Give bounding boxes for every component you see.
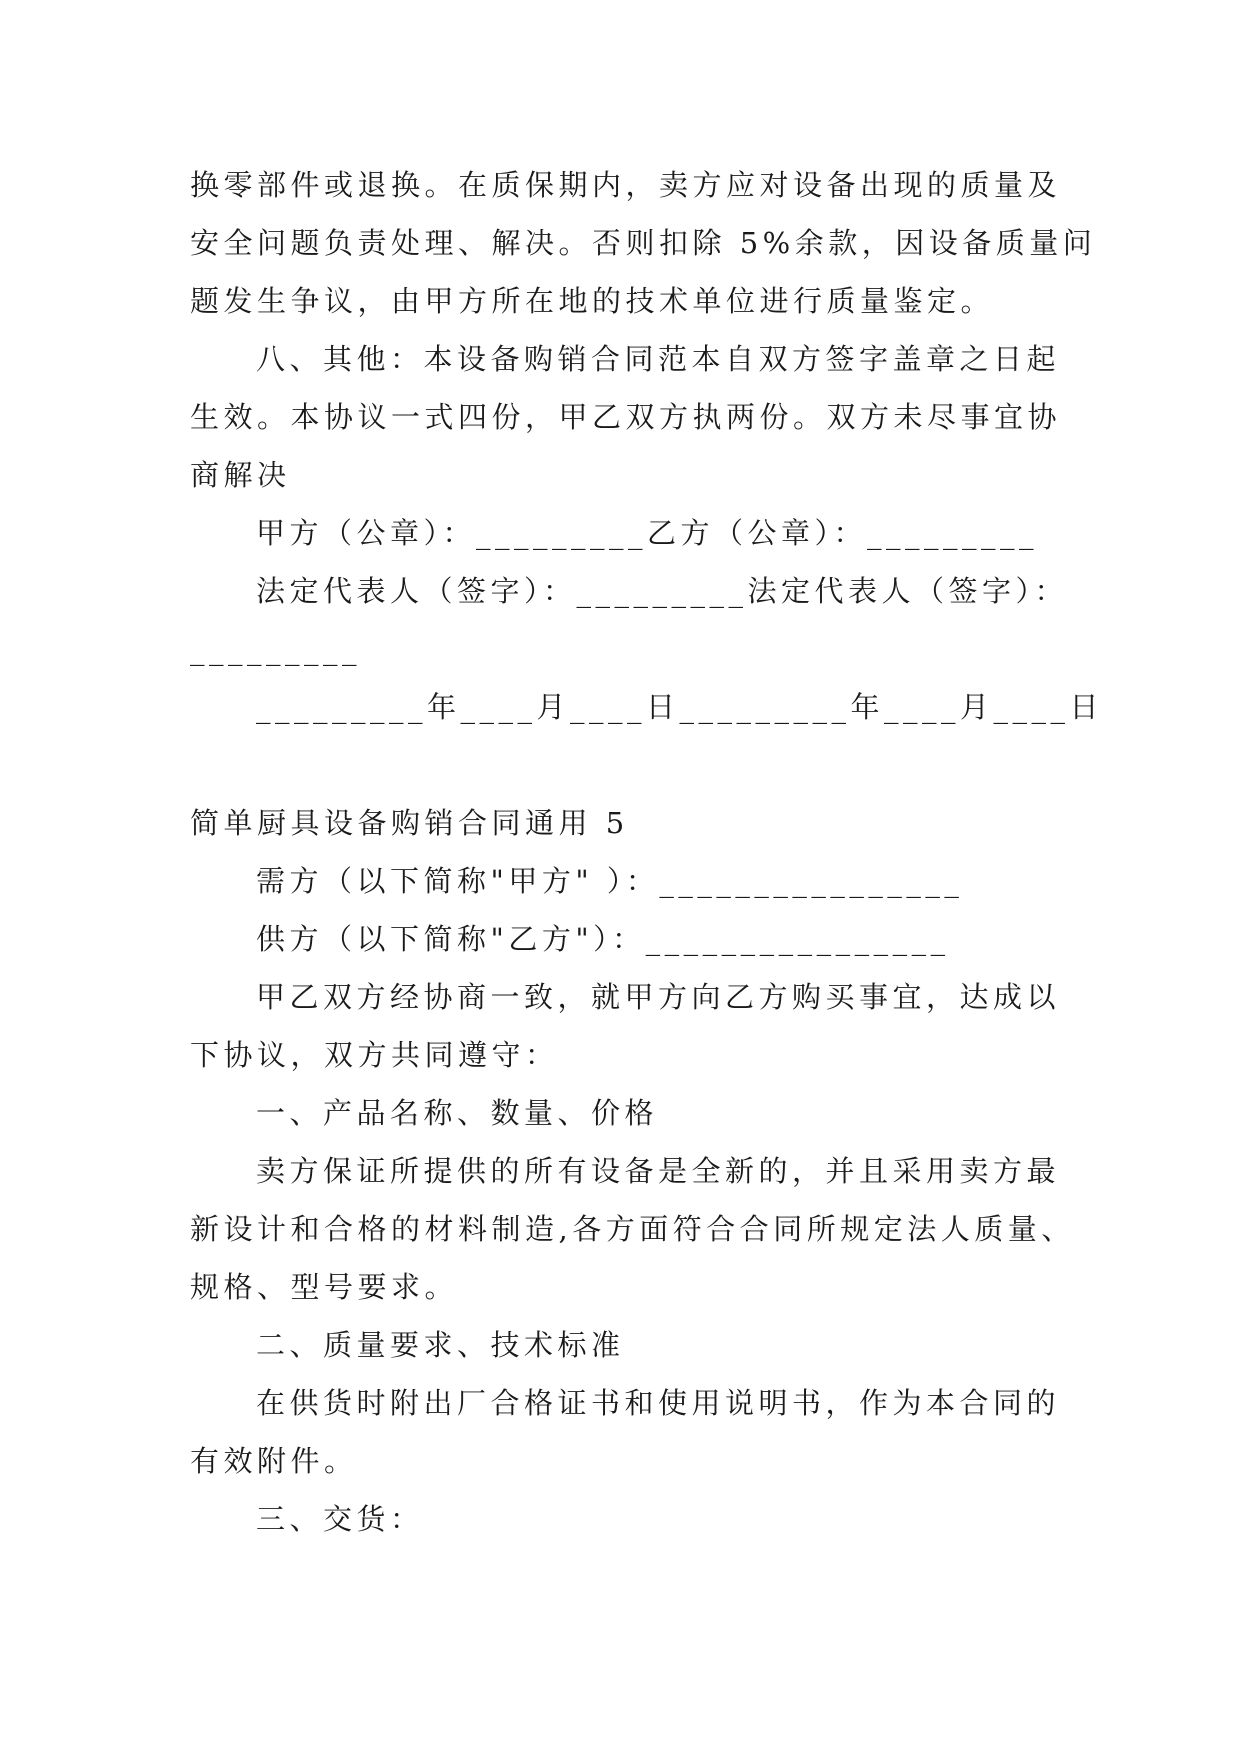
- paragraph-line: 规格、型号要求。: [190, 1270, 459, 1304]
- seal-line: 甲方（公章）：_________乙方（公章）：_________: [256, 516, 1039, 550]
- paragraph-line: 在供货时附出厂合格证书和使用说明书，作为本合同的: [256, 1386, 1061, 1420]
- paragraph-line: 换零部件或退换。在质保期内，卖方应对设备出现的质量及: [190, 168, 1062, 202]
- paragraph-line: 新设计和合格的材料制造,各方面符合合同所规定法人质量、: [190, 1212, 1075, 1246]
- section-title: 简单厨具设备购销合同通用 5: [190, 806, 629, 840]
- paragraph-line: 题发生争议，由甲方所在地的技术单位进行质量鉴定。: [190, 284, 995, 318]
- paragraph-line: 商解决: [190, 458, 291, 492]
- buyer-line: 需方（以下简称"甲方" ）：________________: [256, 864, 964, 898]
- signature-line: 法定代表人（签字）：_________法定代表人（签字）：: [256, 574, 1069, 608]
- paragraph-line: 下协议，双方共同遵守：: [190, 1038, 559, 1072]
- signature-blank: _________: [190, 632, 361, 666]
- paragraph-line: 甲乙双方经协商一致，就甲方向乙方购买事宜，达成以: [256, 980, 1061, 1014]
- paragraph-line: 生效。本协议一式四份，甲乙双方执两份。双方未尽事宜协: [190, 400, 1062, 434]
- paragraph-line: 安全问题负责处理、解决。否则扣除 5%余款，因设备质量问: [190, 226, 1097, 260]
- supplier-line: 供方（以下简称"乙方"）：________________: [256, 922, 950, 956]
- section-eight-line: 八、其他：本设备购销合同范本自双方签字盖章之日起: [256, 342, 1061, 376]
- paragraph-line: 卖方保证所提供的所有设备是全新的，并且采用卖方最: [256, 1154, 1061, 1188]
- paragraph-line: 有效附件。: [190, 1444, 358, 1478]
- clause-heading: 一、产品名称、数量、价格: [256, 1096, 659, 1130]
- clause-heading: 三、交货：: [256, 1502, 424, 1536]
- clause-heading: 二、质量要求、技术标准: [256, 1328, 625, 1362]
- date-line: _________年____月____日_________年____月____日: [256, 690, 1104, 724]
